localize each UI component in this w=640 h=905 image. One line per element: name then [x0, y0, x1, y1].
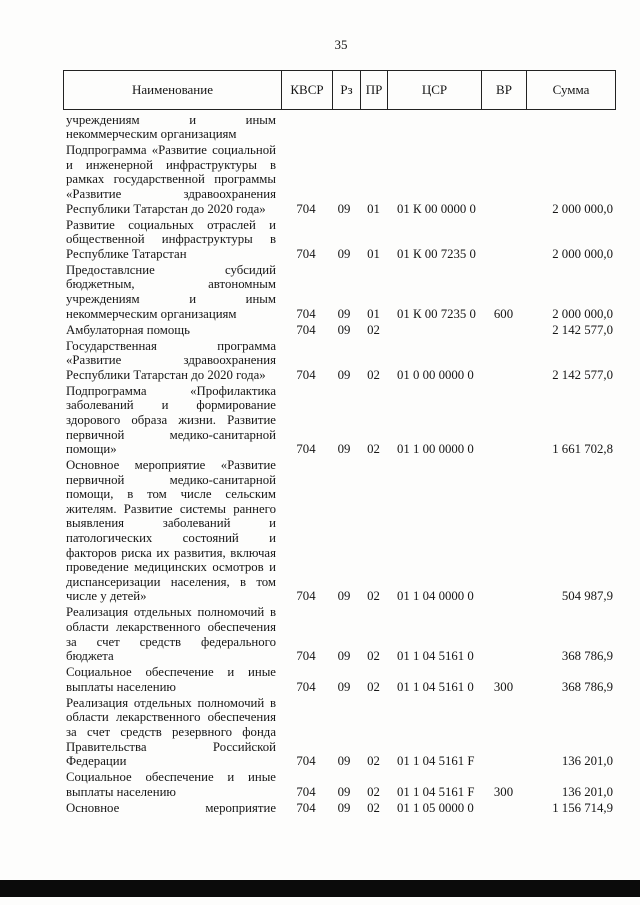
- page-number: 35: [334, 37, 348, 52]
- row-sum: 368 786,9: [561, 649, 613, 664]
- row-name-line: Социальное обеспечение и иные: [66, 770, 276, 785]
- row-csr: [397, 127, 481, 142]
- row-name-line: некоммерческим организациям: [66, 127, 237, 142]
- row-sum: [520, 127, 613, 142]
- row-sum: 368 786,9: [561, 679, 613, 694]
- row-rz: [330, 127, 358, 142]
- table-row: [0, 339, 640, 383]
- row-kvsr: 704: [296, 201, 316, 216]
- row-csr: 01 1 04 5161 0: [397, 679, 474, 694]
- row-kvsr: [283, 127, 329, 142]
- row-csr: [397, 323, 481, 338]
- row-name-line: Республики Татарстан до 2020 года»: [66, 367, 266, 382]
- row-name-line: бюджетным, автономным: [66, 277, 276, 292]
- row-name-line: патологических состояний и: [66, 531, 276, 546]
- column-header-vr: ВР: [481, 71, 526, 109]
- row-name-line: некоммерческим организациям: [66, 306, 237, 321]
- row-pr: 01: [367, 201, 380, 216]
- row-name: [66, 263, 276, 321]
- row-name-line: Республике Татарстан: [66, 246, 187, 261]
- row-sum: 2 000 000,0: [552, 246, 613, 261]
- row-pr: 02: [367, 784, 380, 799]
- row-rz: 09: [337, 442, 351, 457]
- row-sum: 1 156 714,9: [552, 800, 613, 815]
- row-rz: 09: [337, 367, 351, 382]
- row-kvsr: 704: [296, 367, 316, 382]
- table-row: [0, 323, 640, 338]
- row-name-line: «Развитие здравоохранения: [66, 353, 276, 368]
- row-name-line: рамках государственной программы: [66, 172, 276, 187]
- row-name-line: Реализация отдельных полномочий в: [66, 605, 276, 620]
- row-rz: 09: [337, 754, 351, 769]
- row-name-line: бюджета: [66, 649, 114, 664]
- row-kvsr: 704: [296, 784, 316, 799]
- row-kvsr: 704: [296, 754, 316, 769]
- row-csr: 01 К 00 7235 0: [397, 246, 476, 261]
- row-sum: 2 142 577,0: [552, 367, 613, 382]
- row-rz: 09: [337, 589, 351, 604]
- row-sum: 2 000 000,0: [552, 201, 613, 216]
- row-vr: 300: [493, 679, 514, 694]
- row-csr: 01 1 00 0000 0: [397, 442, 474, 457]
- row-name-line: выявления заболеваний и: [66, 516, 276, 531]
- table-row: [0, 143, 640, 216]
- row-rz: 09: [337, 322, 351, 337]
- row-pr: 01: [367, 246, 380, 261]
- column-header-name: Наименование: [132, 82, 213, 97]
- row-name-line: Развитие социальных отраслей и: [66, 217, 276, 232]
- column-header-rz: Рз: [332, 71, 360, 109]
- row-sum: 136 201,0: [561, 784, 613, 799]
- table-row: [0, 384, 640, 457]
- table-row: [0, 770, 640, 799]
- row-sum: 1 661 702,8: [552, 442, 613, 457]
- row-csr: 01 0 00 0000 0: [397, 367, 474, 382]
- row-name: [66, 770, 276, 799]
- row-name-line: области лекарственного обеспечения: [66, 710, 276, 725]
- row-rz: 09: [337, 246, 351, 261]
- row-rz: 09: [337, 649, 351, 664]
- row-name-line: за счет средств федерального: [66, 634, 276, 649]
- column-header-csr: ЦСР: [387, 71, 481, 109]
- row-name-line: учреждениям и иным: [66, 291, 276, 306]
- row-name-line: учреждениям и иным: [66, 112, 276, 127]
- row-rz: 09: [337, 784, 351, 799]
- row-name: [66, 696, 276, 769]
- row-name-line: помощи»: [66, 442, 117, 457]
- row-name-line: числе у детей»: [66, 589, 147, 604]
- row-name-line: помощи, в том числе сельским: [66, 487, 276, 502]
- table-row: [0, 218, 640, 262]
- row-name: [66, 605, 276, 663]
- table-row: [0, 665, 640, 694]
- row-name-line: и инженерной инфраструктуры в: [66, 157, 276, 172]
- row-name: [66, 339, 276, 383]
- row-sum: 136 201,0: [561, 754, 613, 769]
- row-name-line: «Развитие здравоохранения: [66, 187, 276, 202]
- row-kvsr: 704: [296, 306, 316, 321]
- row-sum: 504 987,9: [561, 589, 613, 604]
- table-body: [0, 113, 640, 817]
- column-header-kvsr: КВСР: [281, 71, 332, 109]
- row-name-line: Амбулаторная помощь: [66, 322, 190, 337]
- row-name-line: Основное мероприятие «Развитие: [66, 458, 276, 473]
- table-row: [0, 801, 640, 816]
- row-name: [66, 458, 276, 604]
- row-name-line: жителям. Развитие системы раннего: [66, 501, 276, 516]
- table-row: [0, 696, 640, 769]
- row-name-line: Реализация отдельных полномочий в: [66, 695, 276, 710]
- row-name-line: Социальное обеспечение и иные: [66, 665, 276, 680]
- row-name-line: здорового образа жизни. Развитие: [66, 412, 276, 427]
- row-name-line: первичной медико-санитарной: [66, 472, 276, 487]
- row-name-line: Правительства Российской: [66, 739, 276, 754]
- row-name-line: выплаты населению: [66, 784, 176, 799]
- row-rz: 09: [337, 306, 351, 321]
- row-rz: 09: [337, 800, 351, 815]
- row-name: [66, 323, 276, 338]
- row-name-line: Подпрограмма «Профилактика: [66, 383, 276, 398]
- row-kvsr: 704: [296, 246, 316, 261]
- row-kvsr: 704: [296, 649, 316, 664]
- row-name: [66, 801, 276, 816]
- row-name-line: первичной медико-санитарной: [66, 427, 276, 442]
- row-name-line: Предоставлсние субсидий: [66, 262, 276, 277]
- row-sum: 2 000 000,0: [552, 306, 613, 321]
- column-header-pr: ПР: [360, 71, 387, 109]
- row-name: [66, 218, 276, 262]
- table-header: [63, 70, 616, 110]
- row-kvsr: 704: [296, 589, 316, 604]
- scan-edge: [0, 880, 640, 897]
- row-name: [66, 665, 276, 694]
- row-kvsr: 704: [296, 800, 316, 815]
- row-vr: 600: [493, 306, 514, 321]
- row-pr: 02: [367, 754, 380, 769]
- row-pr: 02: [367, 367, 380, 382]
- row-rz: 09: [337, 201, 351, 216]
- row-vr: 300: [493, 784, 514, 799]
- table-row: [0, 113, 640, 142]
- row-name-line: области лекарственного обеспечения: [66, 620, 276, 634]
- row-kvsr: 704: [296, 322, 316, 337]
- row-name-line: за счет средств резервного фонда: [66, 724, 276, 739]
- row-pr: 02: [367, 649, 380, 664]
- row-pr: 02: [367, 589, 380, 604]
- row-name-line: выплаты населению: [66, 679, 176, 694]
- table-row: [0, 263, 640, 321]
- row-pr: [360, 127, 387, 142]
- row-sum: 2 142 577,0: [552, 322, 613, 337]
- row-name-line: Основное мероприятие: [66, 800, 276, 815]
- row-kvsr: 704: [296, 679, 316, 694]
- row-pr: 02: [367, 322, 380, 337]
- row-kvsr: 704: [296, 442, 316, 457]
- row-pr: 01: [367, 306, 380, 321]
- row-pr: 02: [367, 442, 380, 457]
- row-name-line: диспансеризации населения, в том: [66, 574, 276, 589]
- row-name: [66, 384, 276, 457]
- row-name-line: заболеваний и формирование: [66, 398, 276, 413]
- row-csr: 01 К 00 7235 0: [397, 306, 476, 321]
- row-csr: 01 1 04 5161 F: [397, 784, 475, 799]
- row-csr: 01 1 04 0000 0: [397, 589, 474, 604]
- row-name-line: проведение медицинских осмотров и: [66, 560, 276, 575]
- column-header-sum: Сумма: [526, 71, 615, 109]
- row-csr: 01 1 04 5161 F: [397, 754, 475, 769]
- row-csr: 01 1 04 5161 0: [397, 649, 474, 664]
- row-name-line: Подпрограмма «Развитие социальной: [66, 143, 276, 158]
- row-pr: 02: [367, 800, 380, 815]
- row-name-line: Государственная программа: [66, 338, 276, 353]
- row-name-line: Федерации: [66, 754, 127, 769]
- row-name-line: факторов риска их развития, включая: [66, 545, 276, 560]
- row-name-line: Республики Татарстан до 2020 года»: [66, 201, 266, 216]
- table-row: [0, 458, 640, 604]
- row-name: [66, 143, 276, 216]
- row-csr: 01 К 00 0000 0: [397, 201, 476, 216]
- row-name-line: общественной инфраструктуры в: [66, 232, 276, 247]
- table-row: [0, 605, 640, 663]
- row-csr: 01 1 05 0000 0: [397, 800, 474, 815]
- row-name: [66, 113, 276, 142]
- row-rz: 09: [337, 679, 351, 694]
- row-pr: 02: [367, 679, 380, 694]
